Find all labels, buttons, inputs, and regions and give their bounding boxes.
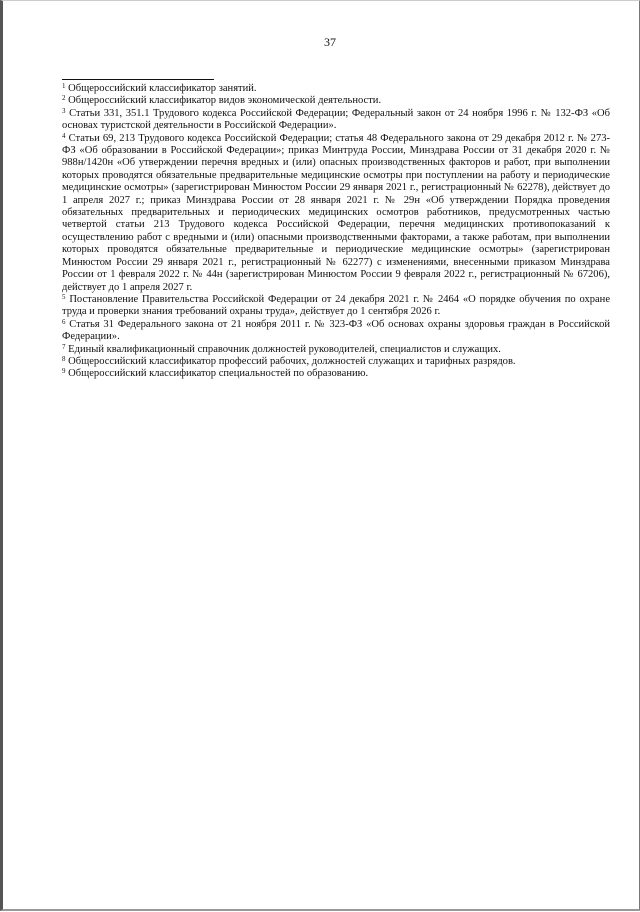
footnote-9	[62, 368, 610, 380]
footnote-mark: 7	[62, 342, 66, 351]
footnote-4	[62, 133, 610, 294]
footnote-text: Единый квалификационный справочник должностей руководителей, специалистов и служащих.	[68, 343, 501, 355]
footnotes	[62, 83, 610, 381]
footnote-8	[62, 356, 610, 368]
footnote-mark: 5	[62, 292, 66, 301]
footnote-text: Статьи 69, 213 Трудового кодекса Российской Федерации; статья 48 Федерального закона от 29 декабря 2012 г. № 273-ФЗ «Об образовании в Российской Федерации»; приказ Минтруда России, Минздрава России от 31 декабря 2020 г. № 988н/1420н «Об утверждении перечня вредных и (или) опасных производственных факторов и работ, при выполнении которых проводятся обязательные предварительные медицинские осмотры при поступлении на работу и периодические медицинские осмотры» (зарегистрирован Минюстом России 29 января 2021 г., регистрационный № 62278), действует до 1 апреля 2027 г.; приказ Минздрава России от 28 января 2021 г. № 29н «Об утверждении Порядка проведения обязательных предварительных и периодических медицинских осмотров работников, предусмотренных частью четвертой статьи 213 Трудового кодекса Российской Федерации, перечня медицинских противопоказаний к осуществлению работ с вредными и (или) опасными производственными факторами, а также работам, при выполнении которых проводятся обязательные предварительные и периодические медицинские осмотры» (зарегистрирован Минюстом России 29 января 2021 г., регистрационный № 62277) с изменениями, внесенными приказом Минздрава России от 1 февраля 2022 г. № 44н (зарегистрирован Минюстом России 9 февраля 2022 г., регистрационный № 67206), действует до 1 апреля 2027 г.	[62, 132, 611, 293]
footnote-3	[62, 108, 610, 133]
page-number: 37	[324, 35, 336, 49]
footnote-text: Общероссийский классификатор специальностей по образованию.	[68, 368, 369, 380]
footnote-6	[62, 319, 610, 344]
footnote-separator	[62, 79, 214, 80]
footnote-mark: 9	[62, 367, 66, 376]
footnote-7	[62, 344, 610, 356]
footnote-mark: 8	[62, 354, 66, 363]
footnote-5	[62, 294, 610, 319]
footnote-mark: 1	[62, 82, 66, 90]
footnote-text: Общероссийский классификатор профессий рабочих, должностей служащих и тарифных разрядов.	[68, 355, 516, 367]
footnote-text: Статья 31 Федерального закона от 21 ноября 2011 г. № 323-ФЗ «Об основах охраны здоровья граждан в Российской Федерации».	[62, 318, 611, 343]
footnote-2	[62, 95, 610, 107]
footnote-mark: 6	[62, 317, 66, 326]
footnote-mark: 3	[62, 106, 66, 115]
footnote-text: Статьи 331, 351.1 Трудового кодекса Российской Федерации; Федеральный закон от 24 ноября 1996 г. № 132-ФЗ «Об основах туристской деятельности в Российской Федерации».	[62, 107, 610, 132]
footnote-text: Общероссийский классификатор занятий.	[68, 83, 257, 94]
footnote-text: Общероссийский классификатор видов экономической деятельности.	[68, 95, 382, 107]
footnote-1	[62, 83, 610, 95]
footnote-text: Постановление Правительства Российской Федерации от 24 декабря 2021 г. № 2464 «О порядке обучения по охране труда и проверки знания требований охраны труда», действует до 1 сентября 2026 г.	[62, 293, 611, 318]
footnote-mark: 4	[62, 131, 66, 140]
footnote-mark: 2	[62, 94, 66, 103]
